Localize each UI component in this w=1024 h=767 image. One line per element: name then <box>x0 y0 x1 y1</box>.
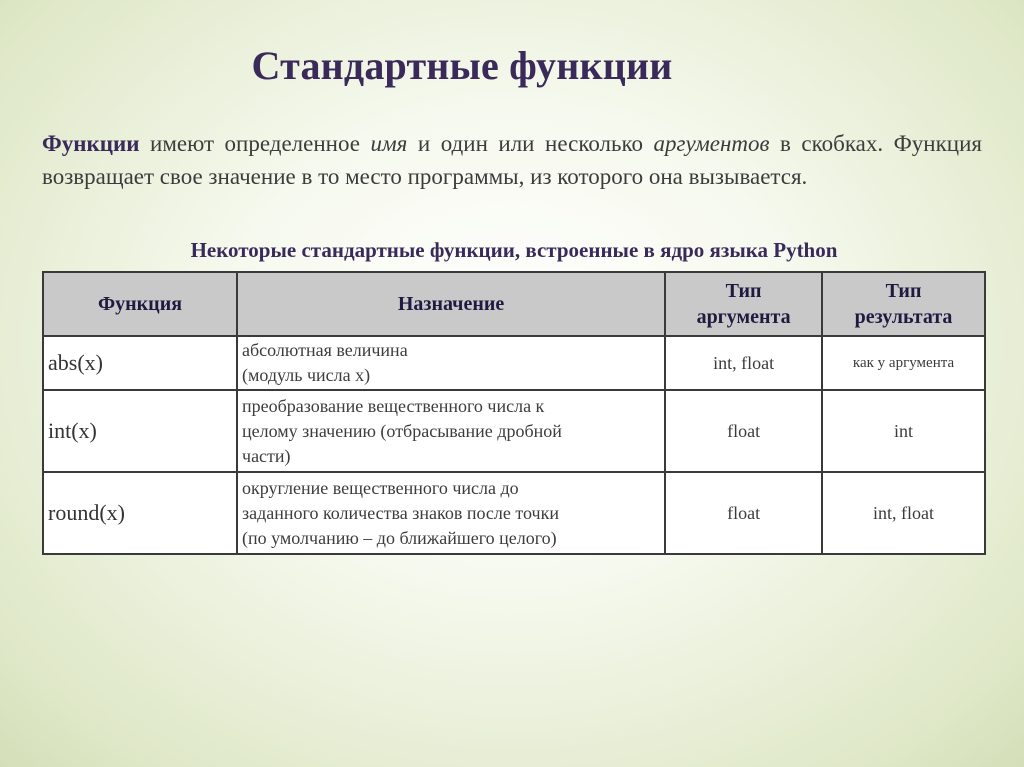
cell-arg-type: float <box>665 390 822 472</box>
header-result-type-line2: результата <box>854 306 953 328</box>
purpose-line: преобразование вещественного числа к <box>242 395 545 416</box>
intro-text-3: в скобках. Функция возвращает свое значение в то место программы, из которого она вызывается. <box>42 131 982 189</box>
purpose-line: части) <box>242 445 291 466</box>
cell-function: round(x) <box>43 472 237 554</box>
cell-purpose <box>237 390 665 472</box>
slide-title: Стандартные функции <box>251 43 673 88</box>
header-arg-type <box>665 272 822 336</box>
table-caption: Некоторые стандартные функции, встроенные в ядро языка Python <box>190 238 838 262</box>
purpose-line: (по умолчанию – до ближайшего целого) <box>242 527 557 548</box>
functions-table <box>42 271 986 555</box>
header-result-type-line1: Тип <box>885 280 922 302</box>
purpose-line: целому значению (отбрасывание дробной <box>242 420 562 441</box>
header-result-type <box>822 272 985 336</box>
table-header-row <box>43 272 985 336</box>
table-row <box>43 472 985 554</box>
purpose-line: абсолютная величина <box>242 340 408 360</box>
cell-arg-type: int, float <box>665 336 822 390</box>
purpose-line: округление вещественного числа до <box>242 477 519 498</box>
cell-result-type: int, float <box>822 472 985 554</box>
cell-arg-type: float <box>665 472 822 554</box>
header-arg-type-line1: Тип <box>725 280 762 302</box>
table-row <box>43 390 985 472</box>
cell-result-type: int <box>822 390 985 472</box>
cell-function: abs(x) <box>43 336 237 390</box>
cell-purpose <box>237 336 665 390</box>
intro-paragraph <box>42 127 982 193</box>
header-function: Функция <box>43 272 237 336</box>
intro-term-name: имя <box>370 131 408 156</box>
purpose-line: заданного количества знаков после точки <box>242 502 559 523</box>
cell-purpose <box>237 472 665 554</box>
purpose-line: (модуль числа x) <box>242 365 371 385</box>
header-arg-type-line2: аргумента <box>696 306 791 328</box>
intro-text-1: имеют определенное <box>139 131 371 156</box>
cell-result-type: как у аргумента <box>822 336 985 390</box>
intro-term-arguments: аргументов <box>653 131 770 156</box>
table-row <box>43 336 985 390</box>
cell-function: int(x) <box>43 390 237 472</box>
intro-term-functions: Функции <box>42 131 140 156</box>
intro-text-2: и один или несколько <box>407 131 654 156</box>
header-purpose: Назначение <box>237 272 665 336</box>
